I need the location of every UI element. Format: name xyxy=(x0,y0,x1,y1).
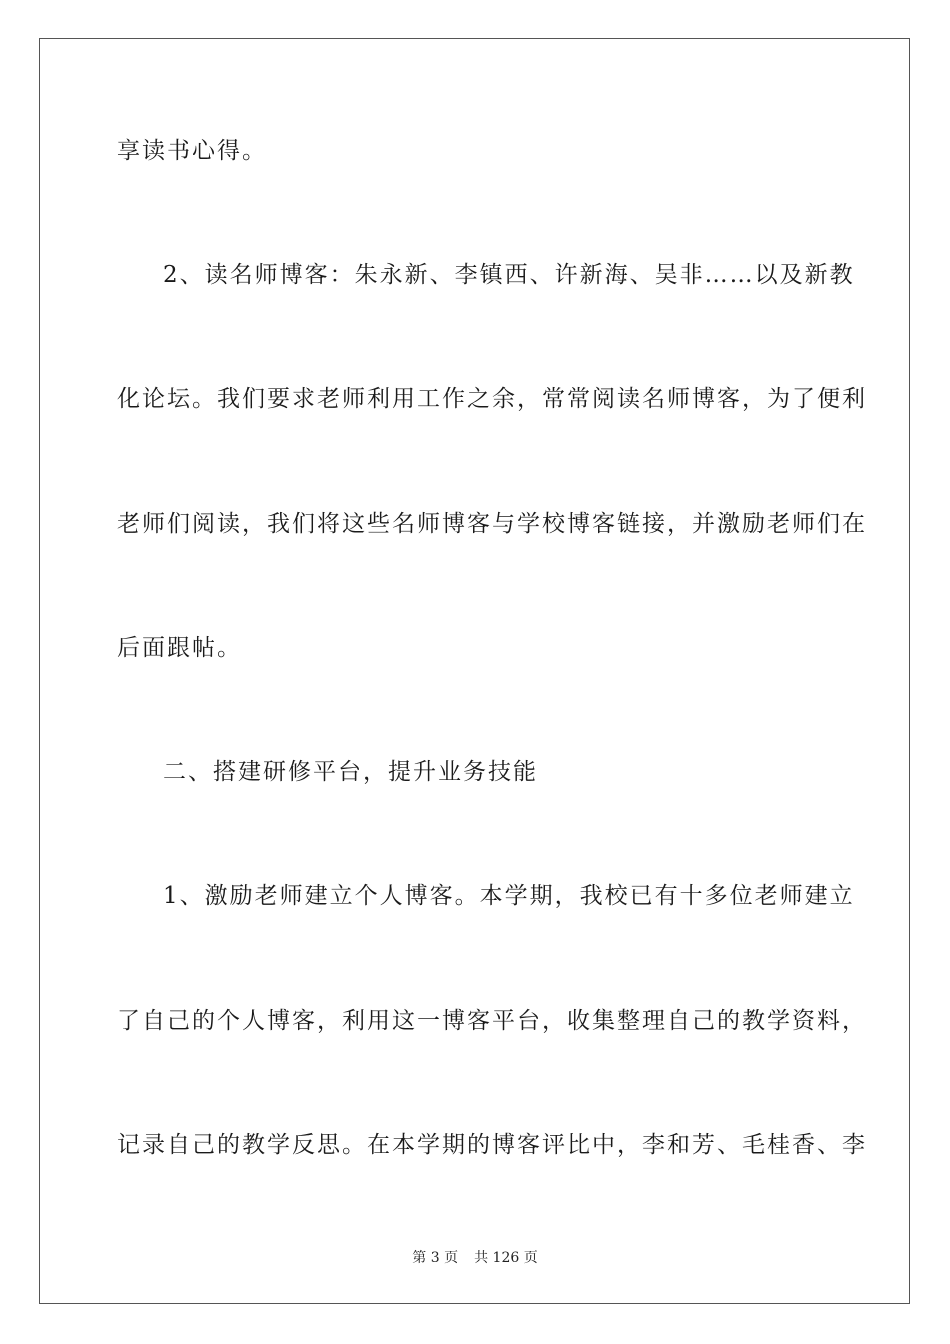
paragraph-line: 记录自己的教学反思。在本学期的博客评比中，李和芳、毛桂香、李 xyxy=(117,1132,867,1158)
page-border xyxy=(39,38,910,1304)
total-pages: 共 126 页 xyxy=(474,1250,538,1266)
page-number: 第 3 页 xyxy=(412,1250,459,1266)
paragraph-line: 老师们阅读，我们将这些名师博客与学校博客链接，并激励老师们在 xyxy=(117,511,867,537)
paragraph-line: 享读书心得。 xyxy=(117,138,267,164)
paragraph-line: 1、激励老师建立个人博客。本学期，我校已有十多位老师建立 xyxy=(163,883,855,909)
page-footer xyxy=(0,1249,950,1267)
paragraph-line: 2、读名师博客：朱永新、李镇西、许新海、吴非……以及新教 xyxy=(163,262,855,288)
section-heading: 二、搭建研修平台，提升业务技能 xyxy=(163,759,538,785)
paragraph-line: 后面跟帖。 xyxy=(117,635,242,661)
paragraph-line: 化论坛。我们要求老师利用工作之余，常常阅读名师博客，为了便利 xyxy=(117,386,867,412)
paragraph-line: 了自己的个人博客，利用这一博客平台，收集整理自己的教学资料， xyxy=(117,1008,867,1034)
